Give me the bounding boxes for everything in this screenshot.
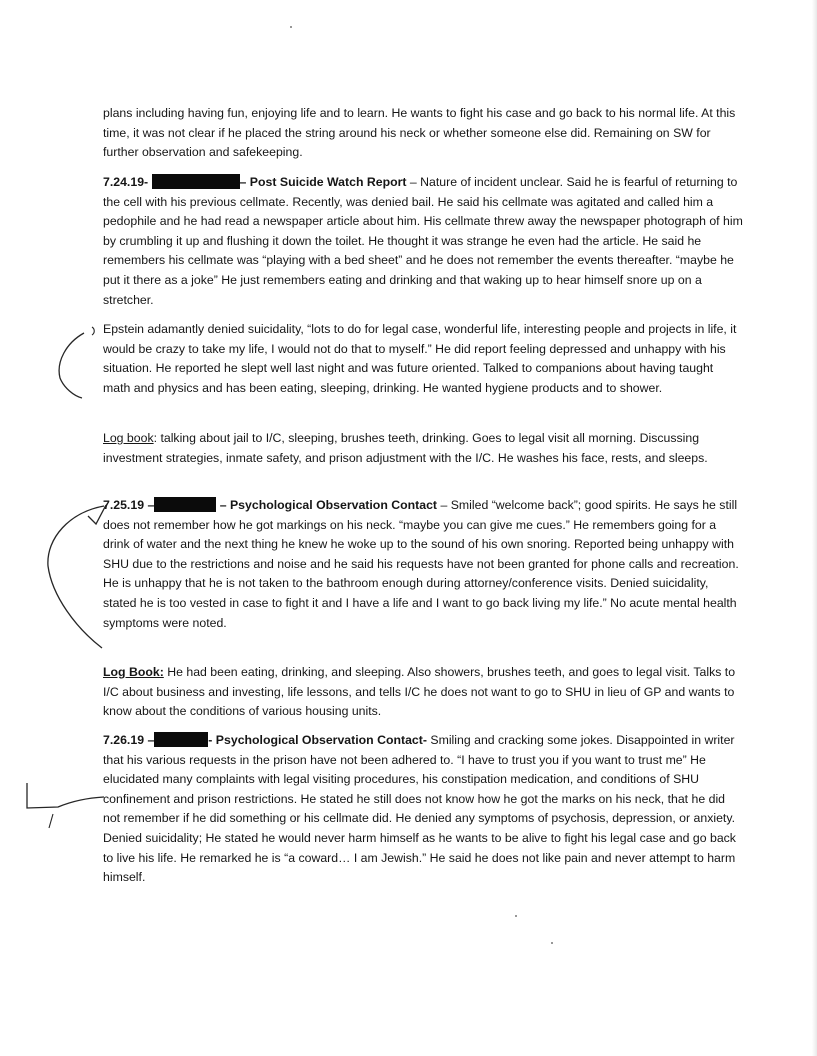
entry-text: Smiling and cracking some jokes. Disappointed in writer that his various requests in the prison have not been adhered to. “I have to trust you if you want to trust me” He elucidated many complaints with legal visiting procedures, his constipation medication, and conditions of SHU confinement and prison restrictions. He stated he still does not know how he got the marks on his neck, that he did not remember if he did something or his cellmate did. He denied any symptoms of psychosis, depression, or anxiety. Denied suicidality; He stated he would never harm himself as he wants to be alive to fight his legal case and go back to live his life. He remarked he is “a coward… I am Jewish.” He said he does not like pain and never attempt to harm himself. — [103, 733, 736, 885]
entry-date: 7.26.19 – — [103, 733, 155, 747]
pen-corner-mark — [27, 783, 104, 808]
entry-title: – Post Suicide Watch Report — [239, 175, 407, 189]
entry-title: - Psychological Observation Contact- — [208, 733, 427, 747]
pen-tick-mark-1 — [92, 327, 94, 335]
pen-bracket-mark-2 — [48, 506, 104, 648]
entry-text: – Nature of incident unclear. Said he is fearful of returning to the cell with his previous cellmate. Recently, was denied bail. He said his cellmate was agitated and called him a pedophile and he had read a newspaper article about him. His cellmate threw away the newspaper photograph of him by crumbling it up and flushing it down the toilet. He thought it was strange he even had the article. He said he remembers his cellmate was “playing with a bed sheet” and he does not remember the events thereafter. “maybe he put it there as a joke” He just remembers eating and drinking and that waking up to hear himself snore up on a stretcher. — [103, 175, 743, 307]
scan-speck — [551, 942, 553, 944]
entry-date: 7.25.19 – — [103, 498, 155, 512]
log-book-label: Log Book: — [103, 665, 164, 679]
entry-text: – Smiled “welcome back”; good spirits. He says he still does not remember how he got markings on his neck. “maybe you can give me cues.” He remembers going for a drink of water and the next thing he knew he woke up to the sound of his own snoring. Reported being unhappy with SHU due to the restrictions and noise and he said his requests have not been granted for phone calls and recreation. He is unhappy that he is not taken to the bathroom enough during attorney/conference visits. Denied suicidality, stated he is too vested in case to fight it and I have a life and I want to go back living my life.” No acute mental health symptoms were noted. — [103, 498, 739, 630]
log-book-label: Log book — [103, 431, 154, 445]
paragraph-text: plans including having fun, enjoying life and to learn. He wants to fight his case and go back to his normal life. At this time, it was not clear if he placed the string around his neck or whether someone else did. Remaining on SW for further observation and safekeeping. — [103, 106, 736, 160]
entry-date: 7.24.19- — [103, 175, 149, 189]
scan-speck — [515, 915, 517, 917]
pen-stroke-mark — [49, 814, 53, 828]
pen-bracket-mark-1 — [59, 333, 84, 398]
log-book-text: : talking about jail to I/C, sleeping, brushes teeth, drinking. Goes to legal visit all morning. Discussing investment strategies, inmate safety, and prison adjustment with the I/C. He washes his face, rests, and sleeps. — [103, 431, 708, 465]
paragraph-text: Epstein adamantly denied suicidality, “lots to do for legal case, wonderful life, interesting people and projects in life, it would be crazy to take my life, I would not do that to myself.” He did report feeling depressed and unhappy with his situation. He reported he slept well last night and was future oriented. Talked to companions about having taught math and physics and has been eating, sleeping, drinking. He wanted hygiene products and to shower. — [103, 322, 737, 395]
entry-title: – Psychological Observation Contact — [216, 498, 438, 512]
scan-speck — [290, 26, 292, 28]
log-book-text: He had been eating, drinking, and sleeping. Also showers, brushes teeth, and goes to legal visit. Talks to I/C about business and investing, life lessons, and tells I/C he does not want to go to SHU in lieu of GP and wants to know about the conditions of various housing units. — [103, 665, 736, 719]
